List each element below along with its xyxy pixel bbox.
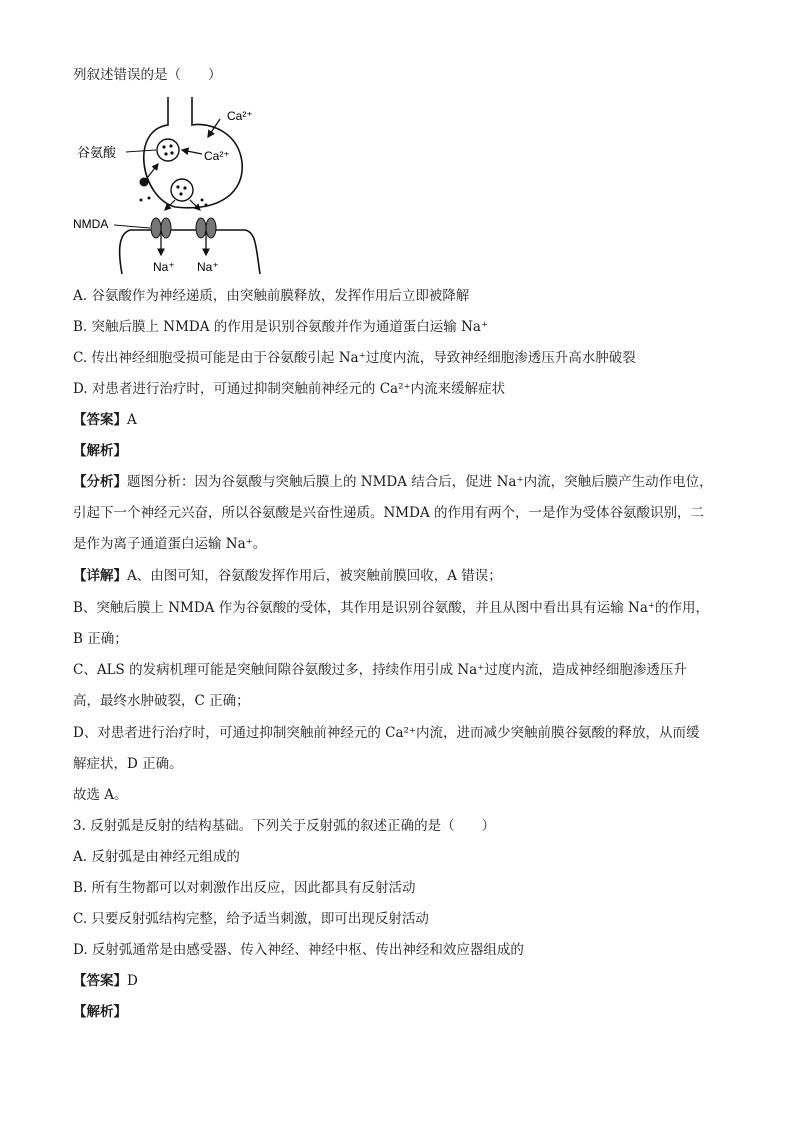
q2-xiangjie-line-5: 高，最终水肿破裂，C 正确； — [73, 693, 250, 709]
q3-stem: 3. 反射弧是反射的结构基础。下列关于反射弧的叙述正确的是（ ） — [73, 818, 496, 834]
glutamate-leader — [126, 150, 156, 152]
q2-fenxi-line-3: 是作为离子通道蛋白运输 Na⁺。 — [73, 536, 267, 552]
label-ca-outer: Ca²⁺ — [227, 109, 253, 123]
q3-option-a: A. 反射弧是由神经元组成的 — [73, 849, 240, 865]
q2-xiangjie-line-4: C、ALS 的发病机理可能是突触间隙谷氨酸过多，持续作用引成 Na⁺过度内流，造成神经细胞渗透压升 — [73, 662, 687, 678]
q2-xiangjie-line-7: 解症状，D 正确。 — [73, 756, 183, 772]
ca-arrow-outer — [208, 119, 220, 137]
synapse-diagram — [70, 92, 270, 277]
q3-option-d: D. 反射弧通常是由感受器、传入神经、神经中枢、传出神经和效应器组成的 — [73, 942, 524, 958]
q3-answer — [73, 972, 138, 990]
q2-option-b: B. 突触后膜上 NMDA 的作用是识别谷氨酸并作为通道蛋白运输 Na⁺ — [73, 319, 489, 335]
q2-xiangjie-line-8: 故选 A。 — [73, 787, 128, 803]
q2-answer-tag: 【答案】 — [73, 412, 127, 428]
q3-answer-tag: 【答案】 — [73, 973, 127, 989]
q2-xiangjie-line-2: B、突触后膜上 NMDA 作为谷氨酸的受体，其作用是识别谷氨酸，并且从图中看出具有运输 Na⁺的作用， — [73, 600, 709, 616]
q2-xiangjie-line-3: B 正确； — [73, 631, 128, 647]
q2-analysis-tag: 【解析】 — [73, 443, 127, 459]
q2-option-d: D. 对患者进行治疗时，可通过抑制突触前神经元的 Ca²⁺内流来缓解症状 — [73, 381, 506, 397]
q2-xiangjie-line-6: D、对患者进行治疗时，可通过抑制突触前神经元的 Ca²⁺内流，进而减少突触前膜谷氨酸的释放，从而缓 — [73, 725, 700, 741]
q3-analysis-tag: 【解析】 — [73, 1004, 127, 1020]
q2-xiangjie-tag: 【详解】 — [73, 568, 127, 584]
q2-fenxi-tag: 【分析】 — [73, 474, 127, 490]
q3-option-c: C. 只要反射弧结构完整，给予适当刺激，即可出现反射活动 — [73, 911, 429, 927]
q2-answer — [73, 411, 137, 429]
q3-answer-value: D — [127, 973, 138, 989]
label-na-left: Na⁺ — [153, 260, 175, 274]
label-ca-inner: Ca²⁺ — [204, 149, 230, 163]
label-na-right: Na⁺ — [197, 260, 219, 274]
q2-option-a: A. 谷氨酸作为神经递质，由突触前膜释放，发挥作用后立即被降解 — [73, 288, 470, 304]
q2-xiangjie-line-1: 【详解】A、由图可知，谷氨酸发挥作用后，被突触前膜回收，A 错误； — [73, 568, 502, 584]
label-glutamate: 谷氨酸 — [77, 145, 117, 160]
q2-fenxi-line-2: 引起下一个神经元兴奋，所以谷氨酸是兴奋性递质。NMDA 的作用有两个，一是作为受体谷氨酸识别，二 — [73, 505, 704, 521]
vesicle-lower — [171, 179, 193, 201]
q2-option-c: C. 传出神经细胞受损可能是由于谷氨酸引起 Na⁺过度内流，导致神经细胞渗透压升高水肿破裂 — [73, 350, 636, 366]
question-intro: 列叙述错误的是（ ） — [73, 67, 222, 83]
q2-fenxi-line-1: 【分析】题图分析：因为谷氨酸与突触后膜上的 NMDA 结合后，促进 Na⁺内流，突触后膜产生动作电位， — [73, 474, 713, 490]
postsynaptic-membrane — [130, 230, 260, 274]
q2-answer-value: A — [127, 412, 137, 428]
ca-arrow-inner — [182, 150, 202, 154]
nmda-leader — [114, 225, 150, 228]
q3-option-b: B. 所有生物都可以对刺激作出反应，因此都具有反射活动 — [73, 880, 416, 896]
label-nmda: NMDA — [73, 217, 109, 231]
vesicle-upper — [157, 139, 179, 161]
